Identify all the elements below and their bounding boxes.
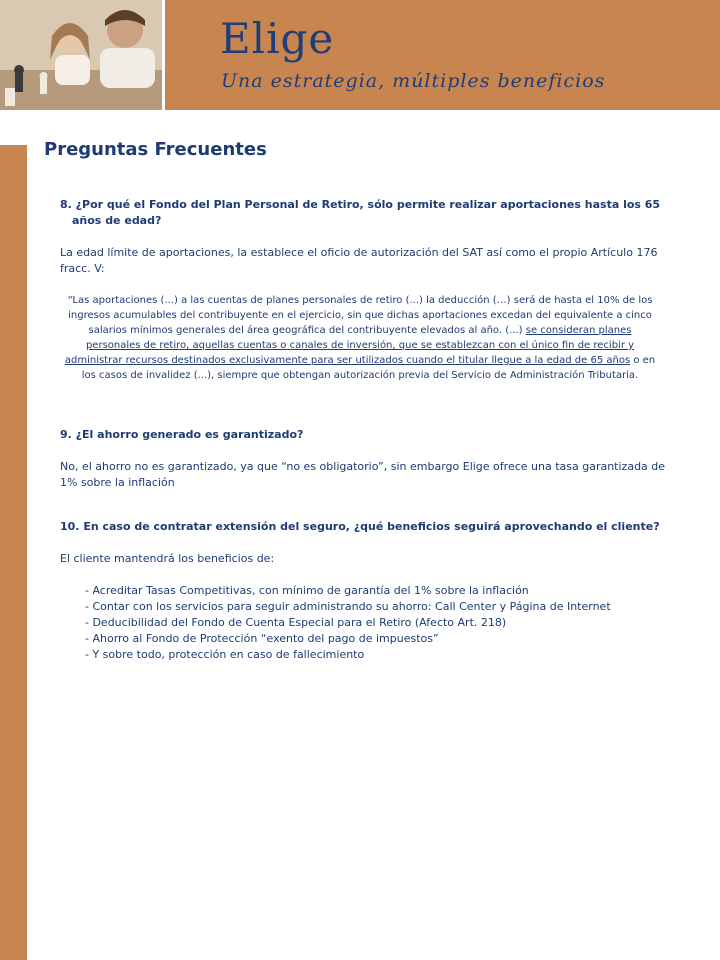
quote-underlined-text: se consideran planes personales de retiro, aquellas cuentas o canales de inversión, que se establezcan con el único fin de recibir y administrar recursos destinados exclusivamente para ser utilizados cuando el titular llegue a la edad de 65 años [64, 325, 635, 366]
faq-answer-10-intro: El cliente mantendrá los beneficios de: [60, 552, 275, 565]
faq-content [60, 197, 666, 663]
faq-answer-9: No, el ahorro no es garantizado, ya que “no es obligatorio”, sin embargo Elige ofrece una tasa garantizada de 1% sobre la inflación [60, 460, 666, 489]
faq-answer-8: La edad límite de aportaciones, la establece el oficio de autorización del SAT así como el propio Artículo 176 fracc. V: [60, 246, 658, 275]
family-chess-image [0, 0, 165, 110]
list-item: - Acreditar Tasas Competitivas, con mínimo de garantía del 1% sobre la inflación [85, 584, 529, 597]
article-quote [60, 293, 666, 383]
side-accent-bar [0, 145, 27, 960]
photo-divider [162, 0, 165, 110]
brand-subtitle: Una estrategia, múltiples beneficios [221, 70, 606, 92]
header-banner [0, 0, 720, 110]
section-title: Preguntas Frecuentes [44, 139, 267, 160]
list-item: - Ahorro al Fondo de Protección “exento del pago de impuestos” [85, 632, 439, 645]
faq-question-10: 10. En caso de contratar extensión del seguro, ¿qué beneficios seguirá aprovechando el cliente? [60, 520, 660, 533]
benefits-list [60, 583, 666, 663]
list-item: - Deducibilidad del Fondo de Cuenta Especial para el Retiro (Afecto Art. 218) [85, 616, 507, 629]
family-photo [0, 0, 165, 110]
list-item: - Y sobre todo, protección en caso de fallecimiento [85, 648, 365, 661]
quote-text-start: “Las aportaciones (...) a las cuentas de planes personales de retiro (...) la deducción (…) será de hasta el 10% de los ingresos acumulables del contribuyente en el ejercicio, sin que dichas aportaciones excedan del equivalente a cinco salarios mínimos generales del área geográfica del contribuyente elevados al año. (...) [67, 295, 653, 336]
faq-question-8: 8. ¿Por qué el Fondo del Plan Personal de Retiro, sólo permite realizar aportaciones hasta los 65 años de edad? [60, 198, 661, 227]
list-item: - Contar con los servicios para seguir administrando su ahorro: Call Center y Página de Internet [85, 600, 611, 613]
faq-question-9: 9. ¿El ahorro generado es garantizado? [60, 428, 304, 441]
brand-title: Elige [220, 14, 335, 63]
quote-text-end: o en los casos de invalidez (...), siempre que obtengan autorización previa del Servicio de Administración Tributaria. [81, 355, 656, 381]
